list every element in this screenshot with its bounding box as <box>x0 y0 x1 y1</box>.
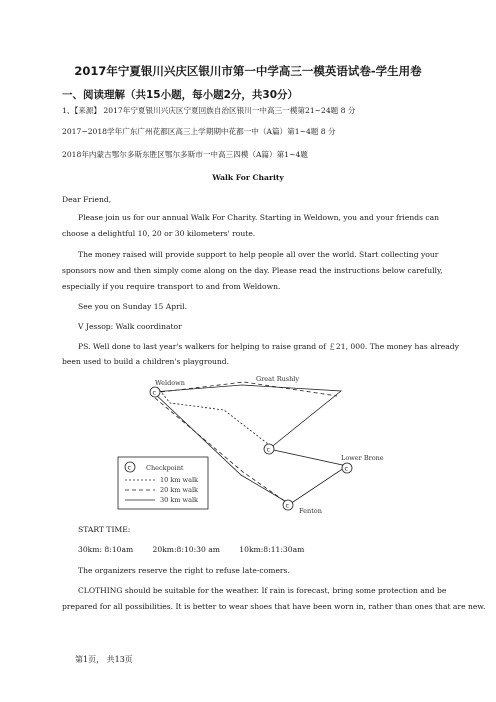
source-line-3: 2018年内蒙古鄂尔多斯东胜区鄂尔多斯市一中高三四模（A篇）第1~4题 <box>62 150 308 159</box>
legend-10km-label: 10 km walk <box>160 476 198 484</box>
svg-text:c: c <box>266 445 271 454</box>
paragraph-2-line-2: sponsors now and then simply come along on the day. Please read the instructions below carefully, <box>62 266 443 275</box>
checkpoint-middle <box>264 444 274 454</box>
page-footer: 第1页， 共13页 <box>75 655 133 664</box>
paragraph-2-line-1: The money raised will provide support to help people all over the world. Start collecting your <box>78 250 439 259</box>
ps-line-2: been used to build a children's playground. <box>62 357 230 366</box>
paragraph-1-line-1: Please join us for our annual Walk For Charity. Starting in Weldown, you and your friends can <box>78 213 440 222</box>
paragraph-1-line-2: choose a delightful 10, 20 or 30 kilometers' route. <box>62 229 256 238</box>
ps-line-1: PS. Well done to last year's walkers for helping to raise grand of ￡21, 000. The money has already <box>78 342 459 351</box>
source-line-1: 1、【来源】 2017年宁夏银川兴庆区宁夏回族自治区银川一中高三一模第21~24题 8 分 <box>62 106 356 115</box>
place-label-weldown: Weldown <box>155 379 185 387</box>
clothing-line-1: CLOTHING should be suitable for the weather. If rain is forecast, bring some protection and be <box>78 586 447 595</box>
clothing-line-2: prepared for all possibilities. It is better to wear shoes that have been worn in, rather than ones that are new. <box>62 602 486 611</box>
start-time-heading: START TIME: <box>78 525 131 534</box>
document-title: 2017年宁夏银川兴庆区银川市第一中学高三一模英语试卷-学生用卷 <box>74 64 422 78</box>
legend-checkpoint-label: Checkpoint <box>146 464 184 472</box>
greeting: Dear Friend, <box>62 195 112 204</box>
section-heading: 一、阅读理解（共15小题，每小题2分，共30分） <box>62 89 299 101</box>
svg-text:c: c <box>127 463 132 472</box>
source-line-2: 2017~2018学年广东广州花都区高三上学期期中花都一中（A篇）第1~4题 8 分 <box>62 127 336 136</box>
place-label-fenton: Fenton <box>299 507 322 515</box>
legend-30km-label: 30 km walk <box>160 496 198 504</box>
checkpoint-weldown <box>150 387 160 397</box>
place-label-great-rushly: Great Rushly <box>256 375 300 383</box>
passage-title: Walk For Charity <box>212 173 284 182</box>
start-times: 30km: 8:10am 20km:8:10:30 am 10km:8:11:30am <box>78 545 305 554</box>
legend-20km-label: 20 km walk <box>160 486 198 494</box>
svg-text:c: c <box>344 464 349 473</box>
route-10km-line <box>157 387 272 447</box>
svg-text:c: c <box>152 388 157 397</box>
svg-text:c: c <box>285 501 290 510</box>
place-label-lower-brone: Lower Brone <box>341 454 384 462</box>
checkpoint-fenton <box>283 500 293 510</box>
organizers-note: The organizers reserve the right to refuse late-comers. <box>78 566 290 575</box>
paragraph-2-line-3: especially if you require transport to and from Weldown. <box>62 282 281 291</box>
checkpoint-lower-brone <box>342 463 352 473</box>
paragraph-3: See you on Sunday 15 April. <box>78 302 188 311</box>
paragraph-4: V Jessop: Walk coordinator <box>78 322 182 331</box>
map-legend <box>118 457 208 509</box>
